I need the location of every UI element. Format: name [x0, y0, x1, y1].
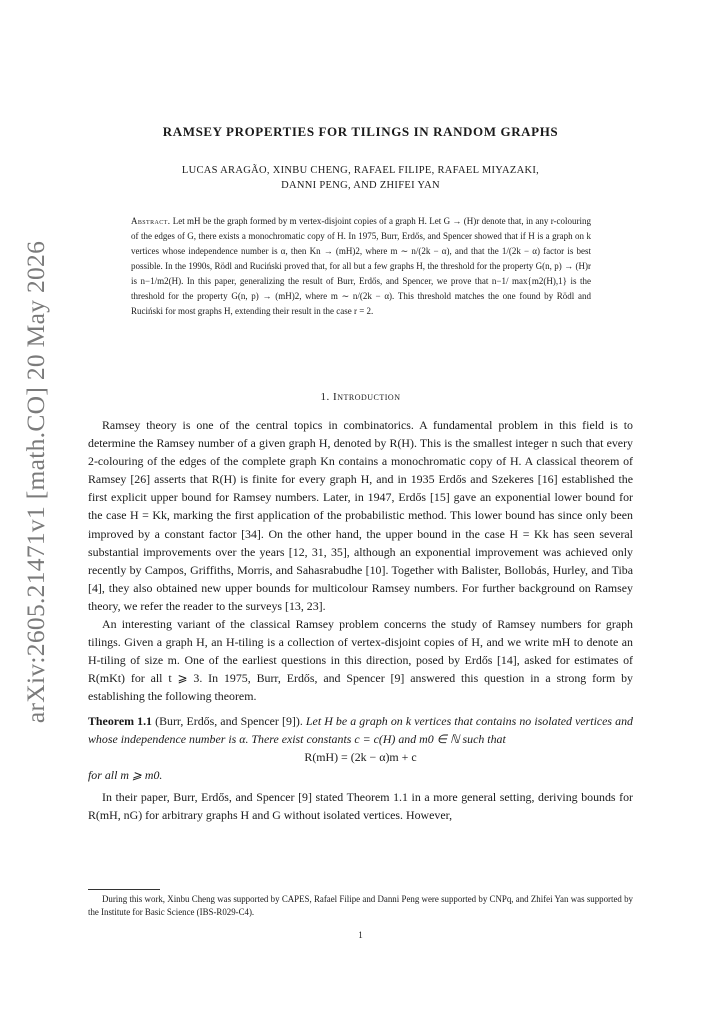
author-line-1: LUCAS ARAGÃO, XINBU CHENG, RAFAEL FILIPE, RAFAEL MIYAZAKI,: [181, 165, 540, 176]
theorem-statement: Let H be a graph on k vertices that contains no isolated vertices and whose independence number is α. There exist constants c = c(H) and m0 ∈ ℕ such that: [88, 713, 633, 746]
section-title: Introduction: [333, 391, 401, 403]
footnote: During this work, Xinbu Cheng was supported by CAPES, Rafael Filipe and Danni Peng were supported by CNPq, and Zhifei Yan was supported by the Institute for Basic Science (IBS-R029-C4).: [88, 894, 633, 917]
abstract: [131, 214, 591, 319]
paragraph-2: An interesting variant of the classical Ramsey problem concerns the study of Ramsey numbers for graph tilings. Given a graph H, an H-tiling is a collection of vertex-disjoint copies of H, and we write mH to denote an H-tiling of size m. One of the earliest questions in this direction, posed by Erdős [14], asked for estimates of R(mKt) for all t ⩾ 3. In 1975, Burr, Erdős, and Spencer [9] answered this question in a strong form by establishing the following theorem.: [88, 617, 633, 704]
arxiv-side-stamp: [16, 240, 56, 724]
arxiv-identifier: arXiv:2605.21471v1 [math.CO] 20 May 2026: [21, 240, 50, 724]
page-number: 1: [358, 930, 363, 940]
abstract-label: Abstract.: [131, 216, 171, 226]
theorem-tail: for all m ⩾ m0.: [88, 767, 163, 782]
theorem-attribution: (Burr, Erdős, and Spencer [9]).: [155, 713, 303, 728]
theorem-1-1: [88, 712, 633, 784]
section-number: 1.: [320, 391, 330, 403]
paper-title: RAMSEY PROPERTIES FOR TILINGS IN RANDOM GRAPHS: [162, 124, 559, 139]
paragraph-3: In their paper, Burr, Erdős, and Spencer [9] stated Theorem 1.1 in a more general setting, deriving bounds for R(mH, nG) for arbitrary graphs H and G without isolated vertices. However,: [88, 789, 633, 822]
theorem-label: Theorem 1.1: [88, 713, 152, 728]
author-line-2: DANNI PENG, AND ZHIFEI YAN: [281, 180, 440, 191]
abstract-text: Let mH be the graph formed by m vertex-disjoint copies of a graph H. Let G → (H)r denote that, in any r-colouring of the edges of G, there exists a monochromatic copy of H. In 1975, Burr, Erdős, and Spencer showed that if H is a graph on k vertices whose independence number is α, then Kn → (mH)2, where m ∼ n/(2k − α), and that the 1/(2k − α) factor is best possible. In the 1990s, Rödl and Ruciński proved that, for all but a few graphs H, the threshold for the property G(n, p) → (H)r is n−1/m2(H). In this paper, generalizing the result of Burr, Erdős, and Spencer, we prove that n−1/ max{m2(H),1} is the threshold for the property G(n, p) → (mH)2, where m ∼ n/(2k − α). This threshold matches the one found by Rödl and Ruciński for most graphs H, extending their result in the case r = 2.: [131, 216, 592, 316]
theorem-equation: R(mH) = (2k − α)m + c: [304, 749, 417, 764]
paragraph-1: Ramsey theory is one of the central topics in combinatorics. A fundamental problem in this field is to determine the Ramsey number of a given graph H, denoted by R(H). This is the smallest integer n such that every 2-colouring of the edges of the complete graph Kn contains a monochromatic copy of H. A classical theorem of Ramsey [26] asserts that R(H) is finite for every graph H, and in 1935 Erdős and Szekeres [16] established the first explicit upper bound for Ramsey numbers. Later, in 1947, Erdős [15] gave an exponential lower bound for the case H = Kk, marking the first application of the probabilistic method. This lower bound has since only been improved by a constant factor [34]. On the other hand, the upper bound in the case H = Kk has seen several substantial improvements over the years [12, 31, 35], although an exponential improvement was achieved only recently by Campos, Griffiths, Morris, and Sahasrabudhe [10]. Together with Balister, Bollobás, Hurley, and Tiba [4], they also obtained new upper bounds for multicolour Ramsey numbers. For further background on Ramsey theory, we refer the reader to the surveys [13, 23].: [88, 418, 633, 613]
footnote-rule: [88, 889, 160, 890]
author-list: [88, 163, 633, 193]
section-heading: [88, 391, 633, 403]
body-text: [88, 416, 633, 824]
